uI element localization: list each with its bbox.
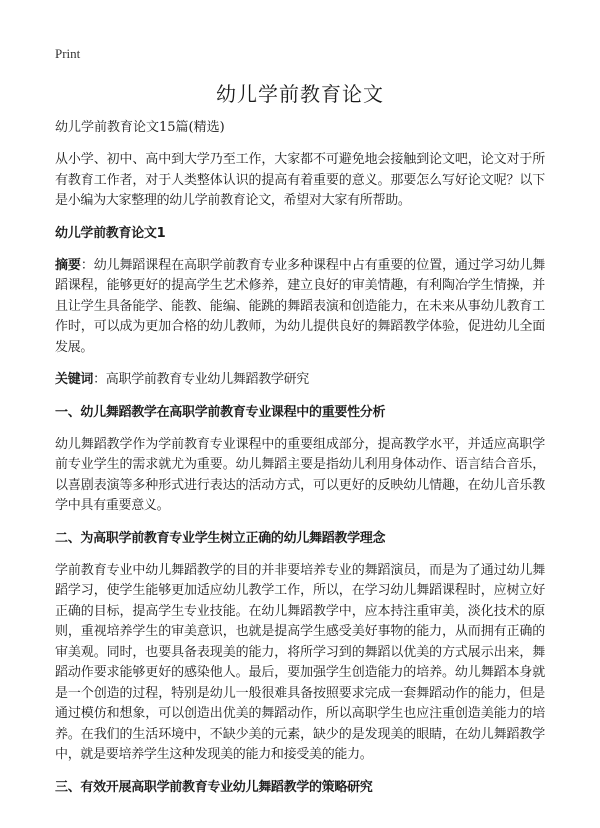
keywords-text: ：高职学前教育专业幼儿舞蹈教学研究 (93, 372, 310, 387)
page-title: 幼儿学前教育论文 (216, 82, 384, 106)
abstract-text: ：幼儿舞蹈课程在高职学前教育专业多种课程中占有重要的位置，通过学习幼儿舞蹈课程，能够更好的提高学生艺术修养，建立良好的审美情趣，有利陶冶学生情操，并且让学生具备能学、能教、能编、能跳的舞蹈表演和创造能力，在未来从事幼儿教育工作时，可以成为更加合格的幼儿教师，为幼儿提供良好的舞蹈教学体验，促进幼儿全面发展。 (55, 257, 546, 355)
article-body (55, 118, 545, 810)
abstract-label: 摘要 (55, 257, 81, 273)
keywords-paragraph (55, 370, 545, 391)
print-link[interactable]: Print (55, 46, 81, 61)
section-heading: 三、有效开展高职学前教育专业幼儿舞蹈教学的策略研究 (55, 779, 373, 795)
section-heading: 二、为高职学前教育专业学生树立正确的幼儿舞蹈教学理念 (55, 530, 386, 546)
intro-paragraph: 从小学、初中、高中到大学乃至工作，大家都不可避免地会接触到论文吧，论文对于所有教育工作者，对于人类整体认识的提高有着重要的意义。那要怎么写好论文呢？以下是小编为大家整理的幼儿学前教育论文，希望对大家有所帮助。 (55, 152, 545, 208)
abstract-paragraph (55, 256, 545, 359)
keywords-label: 关键词 (55, 372, 94, 387)
section-heading: 一、幼儿舞蹈教学在高职学前教育专业课程中的重要性分析 (55, 404, 386, 420)
section-paragraph: 学前教育专业中幼儿舞蹈教学的目的并非要培养专业的舞蹈演员，而是为了通过幼儿舞蹈学习，使学生能够更加适应幼儿教学工作，所以，在学习幼儿舞蹈课程时，应树立好正确的目标，提高学生专业技能。在幼儿舞蹈教学中，应本持注重审美，淡化技术的原则，重视培养学生的审美意识，也就是提高学生感受美好事物的能力，从而拥有正确的审美观。同时，也要具备表现美的能力，将所学习到的舞蹈以优美的方式展示出来，舞蹈动作要求能够更好的感染他人。最后，要加强学生创造能力的培养。幼儿舞蹈本身就是一个创造的过程，特别是幼儿一般很难具备按照要求完成一套舞蹈动作的能力，但是通过模仿和想象，可以创造出优美的舞蹈动作，所以高职学生也应注重创造美能力的培养。在我们的生活环境中，不缺少美的元素，缺少的是发现美的眼睛，在幼儿舞蹈教学中，就是要培养学生这种发现美的能力和接受美的能力。 (55, 562, 545, 762)
essay-heading: 幼儿学前教育论文1 (55, 225, 166, 241)
section-paragraph: 幼儿舞蹈教学作为学前教育专业课程中的重要组成部分，提高教学水平，并适应高职学前专业学生的需求就尤为重要。幼儿舞蹈主要是指幼儿利用身体动作、语言结合音乐，以喜剧表演等多种形式进行表达的活动方式，可以更好的反映幼儿情趣，在幼儿音乐教学中具有重要意义。 (55, 436, 545, 513)
article-subtitle: 幼儿学前教育论文15篇(精选) (55, 120, 225, 135)
